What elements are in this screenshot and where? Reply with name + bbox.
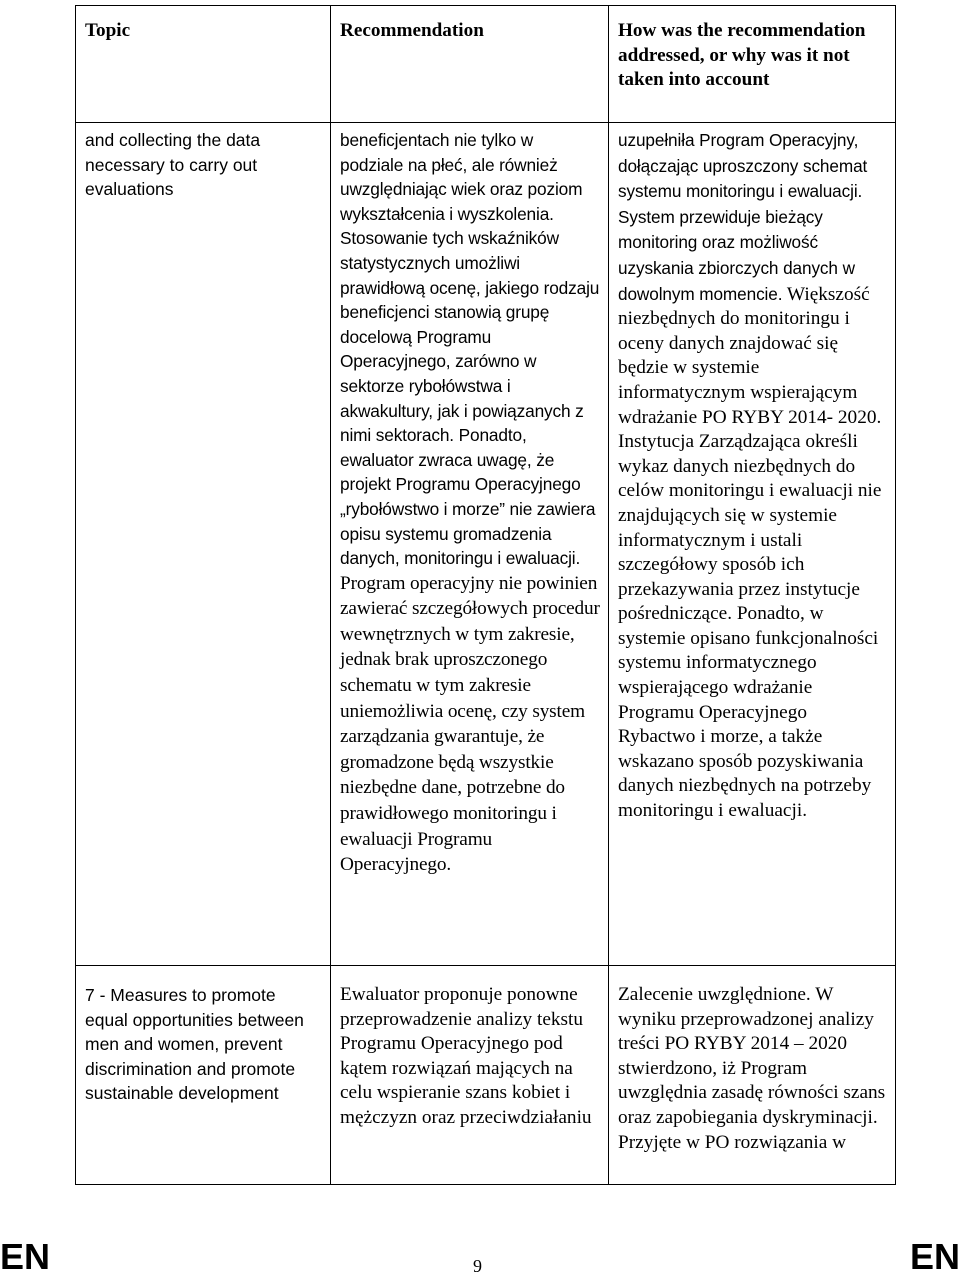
recommendation-text-part1: beneficjentach nie tylko w podziale na płeć, ale również uwzględniając wiek oraz poziom wykształcenia i wyszkolenia. Stosowanie tych wskaźników statystycznych umożliwi prawidłową ocenę, jakiego rodzaju beneficjenci stanowią grupę docelową Programu Operacyjnego, zarówno w sektorze rybołówstwa i akwakultury, jak i powiązanych z nimi sektorach. Ponadto, ewaluator zwraca uwagę, że projekt Programu Operacyjnego „rybołówstwo i morze” nie zawiera opisu systemu gromadzenia danych, monitoringu i ewaluacji. — [340, 130, 600, 569]
cell-topic — [76, 123, 331, 966]
footer-language-left: EN — [0, 1236, 51, 1277]
addressed-text-part2: Większość niezbędnych do monitoringu i oceny danych znajdować się będzie w systemie informatycznym wspierającym wdrażanie PO RYBY 2014- 2020. Instytucja Zarządzająca określi wykaz danych niezbędnych do celów monitoringu i ewaluacji nie znajdujących się w systemie informatycznym i ustali szczegółowy sposób ich przekazywania przez instytucje pośredniczące. Ponadto, w systemie opisano funkcjonalności systemu informatycznego wspierającego wdrażanie Programu Operacyjnego Rybactwo i morze, a także wskazano sposób pozyskiwania danych niezbędnych na potrzeby monitoringu i ewaluacji. — [618, 283, 882, 822]
table-header-row — [76, 6, 896, 123]
topic-text: 7 - Measures to promote equal opportunities between men and women, prevent discrimination and promote sustainable development — [85, 985, 304, 1104]
cell-addressed — [609, 966, 896, 1185]
addressed-text: Zalecenie uwzględnione. W wyniku przeprowadzonej analizy treści PO RYBY 2014 – 2020 stwierdzono, iż Program uwzględnia zasadę równości szans oraz zapobiegania dyskryminacji. Przyjęte w PO rozwiązania w — [618, 984, 886, 1153]
cell-addressed — [609, 123, 896, 966]
header-topic: Topic — [76, 6, 331, 123]
cell-recommendation — [331, 966, 609, 1185]
page-number: 9 — [473, 1256, 482, 1276]
cell-recommendation — [331, 123, 609, 966]
table-row — [76, 966, 896, 1185]
header-recommendation: Recommendation — [331, 6, 609, 123]
table-row — [76, 123, 896, 966]
recommendation-text: Ewaluator proponuje ponowne przeprowadzenie analizy tekstu Programu Operacyjnego pod kątem rozwiązań mających na celu wspieranie szans kobiet i mężczyzn oraz przeciwdziałaniu — [340, 984, 592, 1128]
cell-topic — [76, 966, 331, 1185]
addressed-text-part1: uzupełniła Program Operacyjny, dołączając uproszczony schemat systemu monitoringu i ewaluacji. System przewiduje bieżący monitoring oraz możliwość uzyskania zbiorczych danych w dowolnym momencie. — [618, 130, 868, 304]
header-addressed: How was the recommendation addressed, or why was it not taken into account — [609, 6, 896, 123]
recommendation-text-part2: Program operacyjny nie powinien zawierać szczegółowych procedur wewnętrznych w tym zakresie, jednak brak uproszczonego schematu w tym zakresie uniemożliwia ocenę, czy system zarządzania gwarantuje, że gromadzone będą wszystkie niezbędne dane, potrzebne do prawidłowego monitoringu i ewaluacji Programu Operacyjnego. — [340, 572, 600, 876]
topic-text: and collecting the data necessary to carry out evaluations — [85, 130, 261, 200]
recommendations-table — [75, 5, 896, 1185]
footer-language-right: EN — [909, 1236, 960, 1277]
